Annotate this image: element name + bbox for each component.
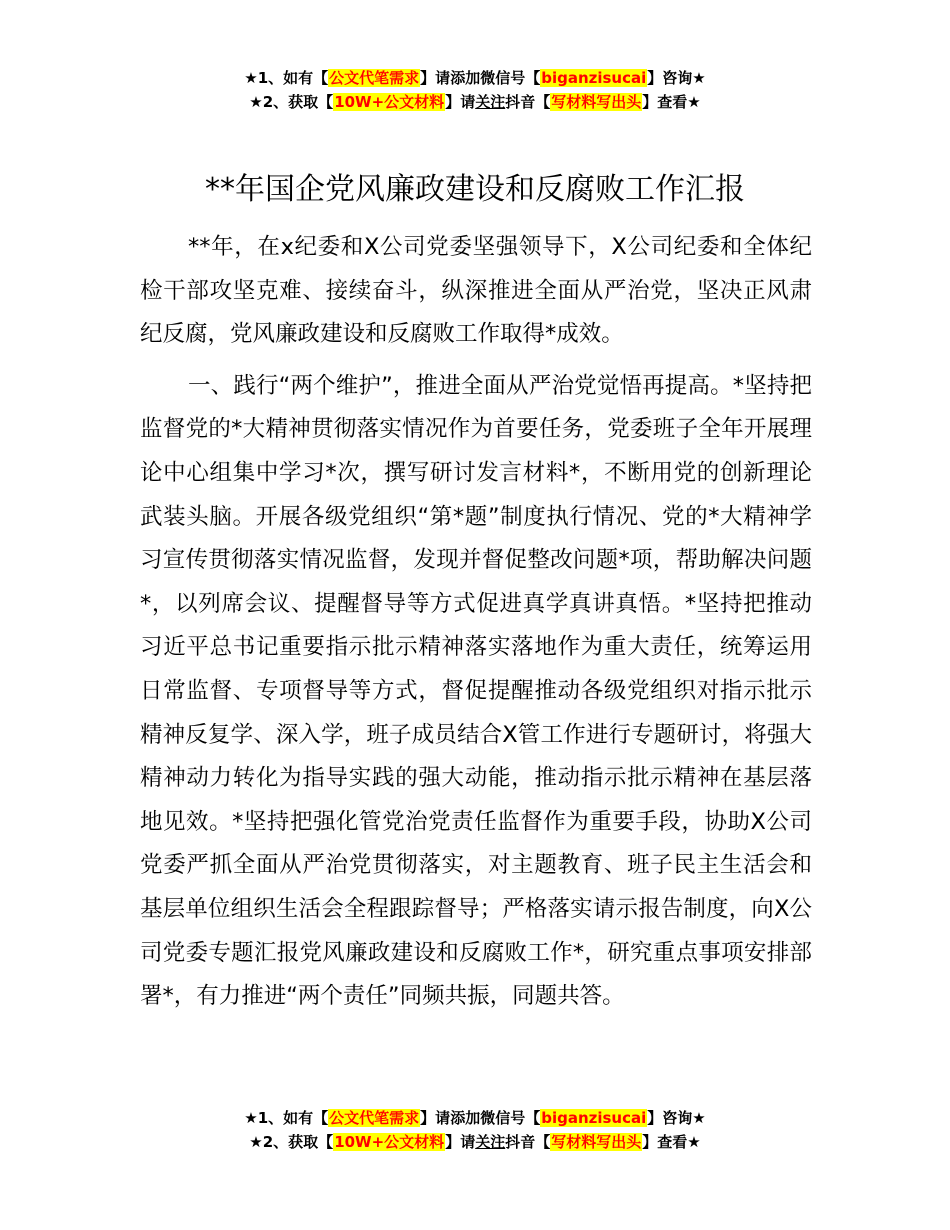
banner-highlight-materials: 10W+公文材料 <box>334 93 445 111</box>
banner-highlight-douyin: 写材料写出头 <box>551 1133 642 1151</box>
banner-highlight-wechat: biganzisucai <box>541 69 647 87</box>
banner-highlight-service: 公文代笔需求 <box>329 1109 420 1127</box>
banner-line-1: ★1、如有【公文代笔需求】请添加微信号【biganzisucai】咨询★ <box>244 1109 706 1127</box>
header-banner <box>0 66 950 114</box>
banner-line-2: ★2、获取【10W+公文材料】请关注抖音【写材料写出头】查看★ <box>249 1133 701 1151</box>
banner-highlight-materials: 10W+公文材料 <box>334 1133 445 1151</box>
banner-highlight-wechat: biganzisucai <box>541 1109 647 1127</box>
document-body <box>140 226 812 1019</box>
banner-highlight-douyin: 写材料写出头 <box>551 93 642 111</box>
paragraph-intro: **年，在x纪委和X公司党委坚强领导下，X公司纪委和全体纪检干部攻坚克难、接续奋斗，纵深推进全面从严治党，坚决正风肃纪反腐，党风廉政建设和反腐败工作取得*成效。 <box>140 234 812 348</box>
banner-highlight-service: 公文代笔需求 <box>329 69 420 87</box>
banner-line-1: ★1、如有【公文代笔需求】请添加微信号【biganzisucai】咨询★ <box>244 69 706 87</box>
document-title: **年国企党风廉政建设和反腐败工作汇报 <box>205 172 745 207</box>
footer-banner <box>0 1106 950 1154</box>
banner-line-2: ★2、获取【10W+公文材料】请关注抖音【写材料写出头】查看★ <box>249 93 701 111</box>
paragraph-section-1: 一、践行“两个维护”，推进全面从严治党觉悟再提高。*坚持把监督党的*大精神贯彻落实情况作为首要任务，党委班子全年开展理论中心组集中学习*次，撰写研讨发言材料*，不断用党的创新理论武装头脑。开展各级党组织“第*题”制度执行情况、党的*大精神学习宣传贯彻落实情况监督，发现并督促整改问题*项，帮助解决问题*，以列席会议、提醒督导等方式促进真学真讲真悟。*坚持把推动习近平总书记重要指示批示精神落实落地作为重大责任，统筹运用日常监督、专项督导等方式，督促提醒推动各级党组织对指示批示精神反复学、深入学，班子成员结合X管工作进行专题研讨，将强大精神动力转化为指导实践的强大动能，推动指示批示精神在基层落地见效。*坚持把强化管党治党责任监督作为重要手段，协助X公司党委严抓全面从严治党贯彻落实，对主题教育、班子民主生活会和基层单位组织生活会全程跟踪督导；严格落实请示报告制度，向X公司党委专题汇报党风廉政建设和反腐败工作*，研究重点事项安排部署*，有力推进“两个责任”同频共振，同题共答。 <box>140 372 812 1010</box>
